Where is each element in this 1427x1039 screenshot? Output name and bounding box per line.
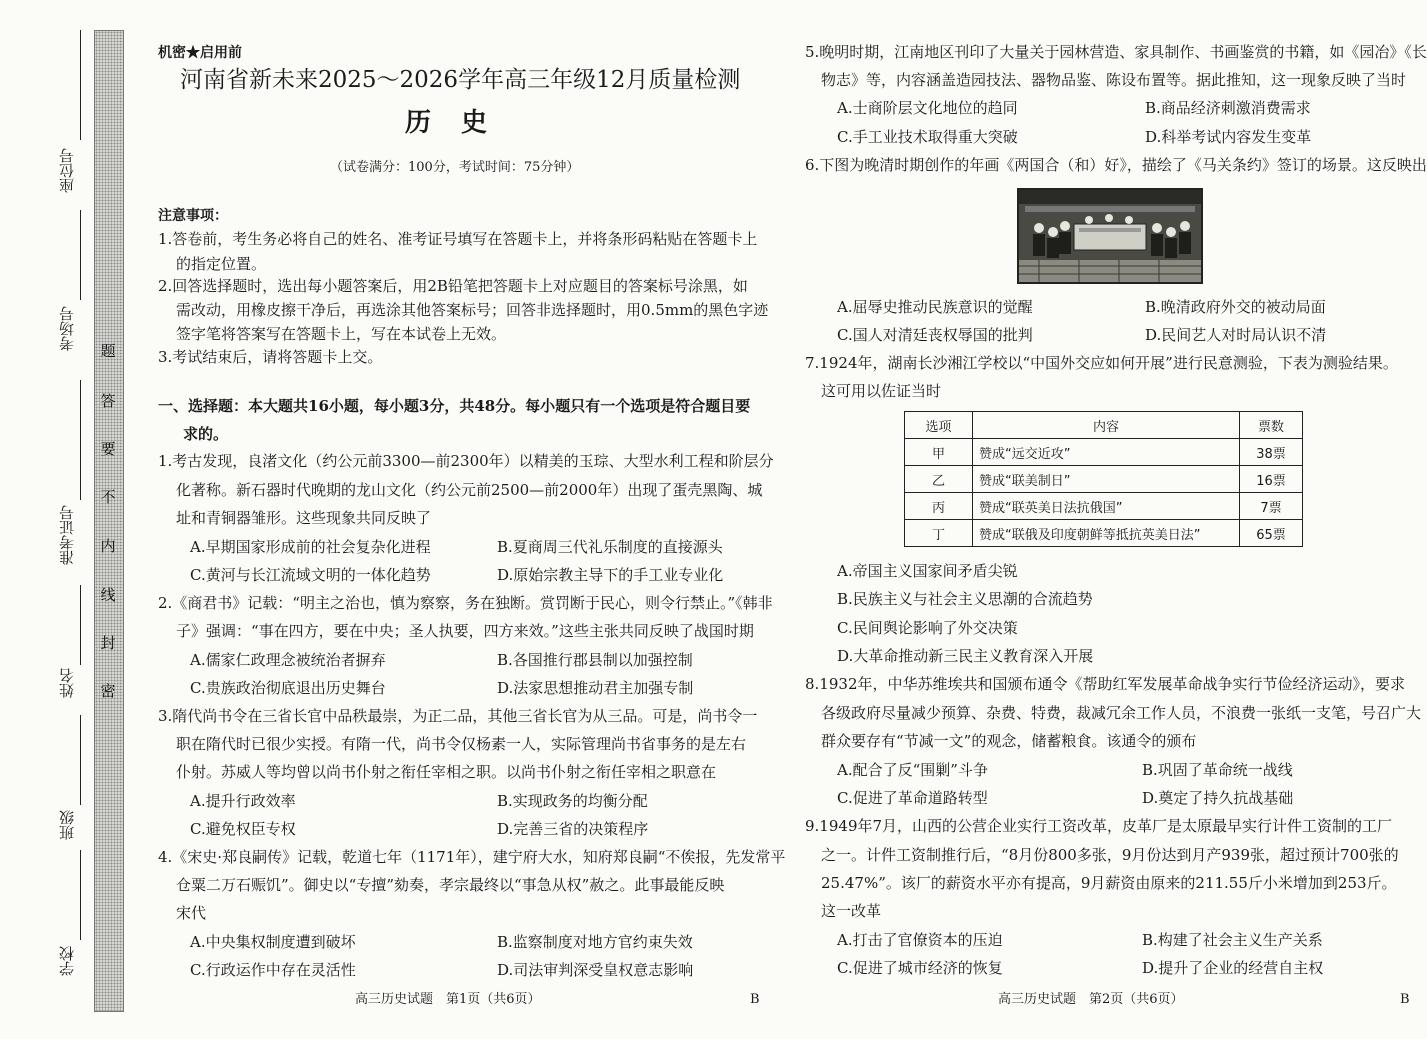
option-d: D.原始宗教主导下的手工业专业化 xyxy=(497,566,724,584)
secret-tag: 机密★启用前 xyxy=(158,45,242,61)
question-stem: 7.1924年，湖南长沙湘江学校以“中国外交应如何开展”进行民意测验，下表为测验结果。 xyxy=(805,354,1398,372)
table-cell: 乙 xyxy=(905,466,973,493)
option-b: B.构建了社会主义生产关系 xyxy=(1142,931,1323,949)
ticket-number-label: 准考证号 xyxy=(58,505,76,565)
option-d: D.民间艺人对时局认识不清 xyxy=(1145,326,1327,344)
question-stem: 职在隋代时已很少实授。有隋一代，尚书令仅杨素一人，实际管理尚书省事务的是左右 xyxy=(176,735,747,753)
note-line: 需改动，用橡皮擦干净后，再选涂其他答案标号；回答非选择题时，用0.5mm的黑色字迹 xyxy=(176,301,769,319)
question-stem: 这可用以佐证当时 xyxy=(821,382,942,400)
seal-char: 内 xyxy=(100,537,116,555)
option-b: B.商品经济刺激消费需求 xyxy=(1145,99,1311,117)
table-cell: 赞成“联俄及印度朝鲜等抵抗英美日法” xyxy=(973,520,1240,547)
nianhua-image xyxy=(1017,188,1203,284)
seat-number-label: 座位号 xyxy=(58,148,76,193)
question-stem: 2.《商君书》记载：“明主之治也，慎为察察，务在独断。赏罚断于民心，则令行禁止。”《韩非 xyxy=(158,594,773,612)
table-cell: 丙 xyxy=(905,493,973,520)
note-line: 3.考试结束后，请将答题卡上交。 xyxy=(158,348,383,366)
seal-strip xyxy=(94,30,124,1012)
option-a: A.打击了官僚资本的压迫 xyxy=(837,931,1003,949)
table-header: 内容 xyxy=(973,412,1240,439)
table-cell: 16票 xyxy=(1240,466,1303,493)
option-c: C.国人对清廷丧权辱国的批判 xyxy=(837,326,1033,344)
question-stem: 群众要存有“节减一文”的观念，储蓄粮食。该通令的颁布 xyxy=(821,732,1197,750)
table-row xyxy=(905,520,1303,547)
question-stem: 25.47%”。该厂的薪资水平亦有提高，9月薪资由原来的211.55斤小米增加到253斤。 xyxy=(821,874,1397,892)
option-b: B.民族主义与社会主义思潮的合流趋势 xyxy=(837,590,1093,608)
page-footer: 高三历史试题 第2页（共6页） xyxy=(998,992,1184,1007)
option-a: A.配合了反“围剿”斗争 xyxy=(837,761,988,779)
note-line: 的指定位置。 xyxy=(176,255,267,273)
exam-info: （试卷满分：100分，考试时间：75分钟） xyxy=(330,160,580,175)
question-stem: 子》强调：“事在四方，要在中央；圣人执要，四方来效。”这些主张共同反映了战国时期 xyxy=(176,622,754,640)
poll-table xyxy=(904,411,1303,547)
question-stem: 3.隋代尚书令在三省长官中品秩最崇，为正二品，其他三省长官为从三品。可是，尚书令一 xyxy=(158,707,758,725)
option-c: C.民间舆论影响了外交决策 xyxy=(837,619,1018,637)
option-a: A.早期国家形成前的社会复杂化进程 xyxy=(190,538,431,556)
note-line: 1.答卷前，考生务必将自己的姓名、准考证号填写在答题卡上，并将条形码粘贴在答题卡上 xyxy=(158,230,758,248)
option-b: B.实现政务的均衡分配 xyxy=(497,792,648,810)
option-d: D.科举考试内容发生变革 xyxy=(1145,128,1312,146)
table-row xyxy=(905,493,1303,520)
option-d: D.大革命推动新三民主义教育深入开展 xyxy=(837,647,1094,665)
table-row xyxy=(905,439,1303,466)
option-c: C.行政运作中存在灵活性 xyxy=(190,961,356,979)
question-stem: 之一。计件工资制推行后，“8月份800多张，9月份达到月产939张，超过预计700张的 xyxy=(821,846,1399,864)
question-stem: 仆射。苏威人等均曾以尚书仆射之衔任宰相之职。以尚书仆射之衔任宰相之职意在 xyxy=(176,763,717,781)
question-stem: 址和青铜器雏形。这些现象共同反映了 xyxy=(176,509,432,527)
option-b: B.夏商周三代礼乐制度的直接源头 xyxy=(497,538,723,556)
option-b: B.晚清政府外交的被动局面 xyxy=(1145,298,1326,316)
section-heading: 求的。 xyxy=(183,425,229,443)
option-a: A.提升行政效率 xyxy=(190,792,296,810)
name-label: 姓名 xyxy=(58,668,76,698)
exam-title: 河南省新未来2025～2026学年高三年级12月质量检测 xyxy=(180,67,741,93)
question-stem: 6.下图为晚清时期创作的年画《两国合（和）好》，描绘了《马关条约》签订的场景。这反映出 xyxy=(805,156,1427,174)
section-heading: 一、选择题：本大题共16小题，每小题3分，共48分。每小题只有一个选项是符合题目要 xyxy=(158,397,751,415)
exam-room-line xyxy=(80,380,81,500)
option-b: B.监察制度对地方官约束失效 xyxy=(497,933,693,951)
question-stem: 仓粟二万石赈饥”。御史以“专擅”劾奏，孝宗最终以“事急从权”赦之。此事最能反映 xyxy=(176,876,725,894)
binding-line xyxy=(80,210,81,300)
question-stem: 9.1949年7月，山西的公营企业实行工资改革，皮革厂是太原最早实行计件工资制的工厂 xyxy=(805,817,1393,835)
question-stem: 1.考古发现，良渚文化（约公元前3300—前2300年）以精美的玉琮、大型水利工程和阶层分 xyxy=(158,452,774,470)
table-cell: 38票 xyxy=(1240,439,1303,466)
question-stem: 宋代 xyxy=(176,904,207,922)
option-c: C.促进了城市经济的恢复 xyxy=(837,959,1003,977)
class-line xyxy=(80,850,81,940)
name-line xyxy=(80,715,81,805)
seal-char: 要 xyxy=(100,440,116,458)
option-a: A.儒家仁政理念被统治者摒弃 xyxy=(190,651,386,669)
question-stem: 这一改革 xyxy=(821,902,882,920)
school-label: 学校 xyxy=(58,946,76,976)
question-stem: 8.1932年，中华苏维埃共和国颁布通令《帮助红军发展革命战争实行节俭经济运动》，要求 xyxy=(805,675,1405,693)
option-a: A.屈辱史推动民族意识的觉醒 xyxy=(837,298,1033,316)
seal-char: 不 xyxy=(100,488,116,506)
table-header-row xyxy=(905,412,1303,439)
option-c: C.手工业技术取得重大突破 xyxy=(837,128,1018,146)
note-line: 签字笔将答案写在答题卡上，写在本试卷上无效。 xyxy=(176,325,507,343)
note-line: 2.回答选择题时，选出每小题答案后，用2B铅笔把答题卡上对应题目的答案标号涂黑，如 xyxy=(158,277,748,295)
question-stem: 4.《宋史·郑良嗣传》记载，乾道七年（1171年），建宁府大水，知府郑良嗣“不俟报，先发常平 xyxy=(158,848,786,866)
table-cell: 赞成“联英美日法抗俄国” xyxy=(973,493,1240,520)
notes-heading: 注意事项： xyxy=(158,208,228,224)
option-d: D.司法审判深受皇权意志影响 xyxy=(497,961,694,979)
option-d: D.法家思想推动君主加强专制 xyxy=(497,679,694,697)
ticket-number-line xyxy=(80,585,81,665)
table-cell: 赞成“远交近攻” xyxy=(973,439,1240,466)
seal-char: 封 xyxy=(100,634,116,652)
table-row xyxy=(905,466,1303,493)
question-stem: 化著称。新石器时代晚期的龙山文化（约公元前2500—前2000年）出现了蛋壳黑陶、城 xyxy=(176,481,763,499)
table-cell: 65票 xyxy=(1240,520,1303,547)
option-d: D.完善三省的决策程序 xyxy=(497,820,649,838)
option-d: D.提升了企业的经营自主权 xyxy=(1142,959,1324,977)
table-header: 票数 xyxy=(1240,412,1303,439)
subject-title: 历 史 xyxy=(405,108,490,138)
exam-room-label: 考场号 xyxy=(58,306,76,351)
option-c: C.促进了革命道路转型 xyxy=(837,789,988,807)
option-a: A.中央集权制度遭到破坏 xyxy=(190,933,356,951)
table-cell: 7票 xyxy=(1240,493,1303,520)
option-c: C.黄河与长江流域文明的一体化趋势 xyxy=(190,566,431,584)
option-c: C.避免权臣专权 xyxy=(190,820,296,838)
version-mark: B xyxy=(1400,992,1410,1007)
seat-number-line xyxy=(80,30,81,140)
table-cell: 丁 xyxy=(905,520,973,547)
seal-char: 答 xyxy=(100,392,116,410)
option-a: A.帝国主义国家间矛盾尖锐 xyxy=(837,562,1018,580)
table-cell: 赞成“联美制日” xyxy=(973,466,1240,493)
option-d: D.奠定了持久抗战基础 xyxy=(1142,789,1294,807)
class-label: 班级 xyxy=(58,810,76,840)
seal-char: 线 xyxy=(100,586,116,604)
option-a: A.士商阶层文化地位的趋同 xyxy=(837,99,1018,117)
seal-char: 密 xyxy=(100,682,116,700)
option-c: C.贵族政治彻底退出历史舞台 xyxy=(190,679,386,697)
version-mark: B xyxy=(750,992,760,1007)
question-stem: 物志》等，内容涵盖造园技法、器物品鉴、陈设布置等。据此推知，这一现象反映了当时 xyxy=(821,71,1407,89)
question-stem: 各级政府尽量减少预算、杂费、特费，裁减冗余工作人员，不浪费一张纸一支笔，号召广大 xyxy=(821,704,1422,722)
page-footer: 高三历史试题 第1页（共6页） xyxy=(355,992,541,1007)
question-stem: 5.晚明时期，江南地区刊印了大量关于园林营造、家具制作、书画鉴赏的书籍，如《园冶》《长 xyxy=(805,43,1427,61)
option-b: B.各国推行郡县制以加强控制 xyxy=(497,651,693,669)
table-header: 选项 xyxy=(905,412,973,439)
table-cell: 甲 xyxy=(905,439,973,466)
seal-char: 题 xyxy=(100,342,116,360)
option-b: B.巩固了革命统一战线 xyxy=(1142,761,1293,779)
